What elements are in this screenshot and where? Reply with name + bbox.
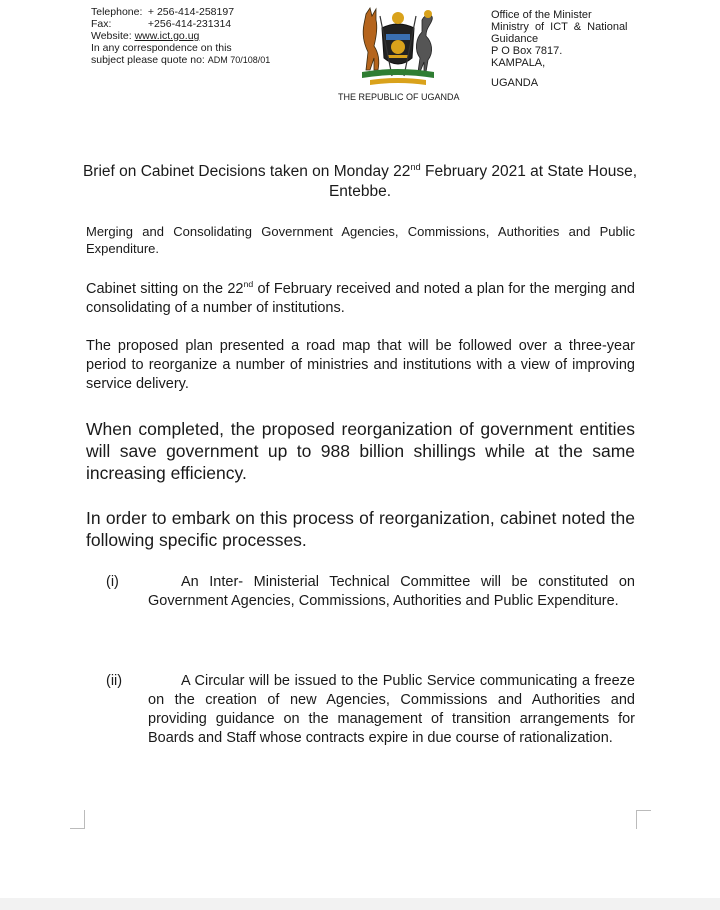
contact-block [91, 6, 270, 66]
paragraph-3: When completed, the proposed reorganization of government entities will save government up to 988 billion shillings while at the same increasing efficiency. [86, 419, 635, 483]
republic-label: THE REPUBLIC OF UGANDA [338, 92, 460, 102]
telephone-label: Telephone: [91, 6, 143, 18]
address-country: UGANDA [491, 77, 539, 89]
page-bottom-edge [0, 898, 720, 910]
address-line-5: KAMPALA, [491, 57, 546, 69]
list-item-number: (ii) [106, 673, 123, 689]
page-corner-mark-icon [636, 810, 651, 829]
telephone-value: + 256-414-258197 [147, 6, 235, 18]
address-block [491, 9, 661, 89]
quote-row [91, 54, 270, 66]
fax-value: +256-414-231314 [147, 18, 232, 30]
telephone-row [91, 6, 270, 18]
website-row [91, 30, 270, 42]
paragraph-2: The proposed plan presented a road map that will be followed over a three-year period to reorganize a number of ministries and institutions with a view of improving service delivery. [86, 338, 635, 392]
title-text-before: Brief on Cabinet Decisions taken on Monday 22 [82, 163, 411, 180]
correspondence-line: In any correspondence on this [91, 42, 232, 54]
paragraph-1-after: of February received and noted a plan for the merging and consolidating of a number of institutions. [86, 281, 635, 316]
list-item [86, 672, 635, 748]
section-subheading: Merging and Consolidating Government Agencies, Commissions, Authorities and Public Expenditure. [86, 224, 635, 256]
paragraph-1 [86, 280, 635, 318]
document-title [80, 162, 640, 202]
website-label: Website: [91, 30, 132, 42]
address-line-2-text: Ministry of ICT & National [491, 21, 628, 33]
title-superscript: nd [410, 161, 421, 172]
quote-label: subject please quote no: [91, 54, 205, 66]
address-line-2 [491, 21, 653, 33]
fax-row [91, 18, 270, 30]
paragraph-4: In order to embark on this process of reorganization, cabinet noted the following specific processes. [86, 508, 635, 550]
list-item-text: An Inter- Ministerial Technical Committee will be constituted on Government Agencies, Commissions, Authorities and Public Expenditure. [148, 574, 635, 609]
page-corner-mark-icon [70, 810, 85, 829]
fax-label: Fax: [91, 18, 112, 30]
list-item [86, 573, 635, 611]
list-item-number: (i) [106, 574, 119, 590]
title-text-after: February 2021 at State House, Entebbe. [328, 163, 638, 200]
paragraph-1-superscript: nd [243, 279, 254, 290]
address-line-3: Guidance [491, 33, 539, 45]
address-line-1: Office of the Minister [491, 9, 592, 21]
address-line-4: P O Box 7817. [491, 45, 563, 57]
reference-number: ADM 70/108/01 [207, 55, 271, 65]
paragraph-1-before: Cabinet sitting on the 22 [86, 281, 244, 297]
website-link[interactable]: www.ict.go.ug [134, 30, 200, 42]
list-item-text: A Circular will be issued to the Public Service communicating a freeze on the creation of new Agencies, Commissions and Authorities and providing guidance on the management of transition arrangements for Boards and Staff whose contracts expire in due course of rationalization. [148, 673, 635, 746]
uganda-coat-of-arms-icon [352, 6, 444, 88]
